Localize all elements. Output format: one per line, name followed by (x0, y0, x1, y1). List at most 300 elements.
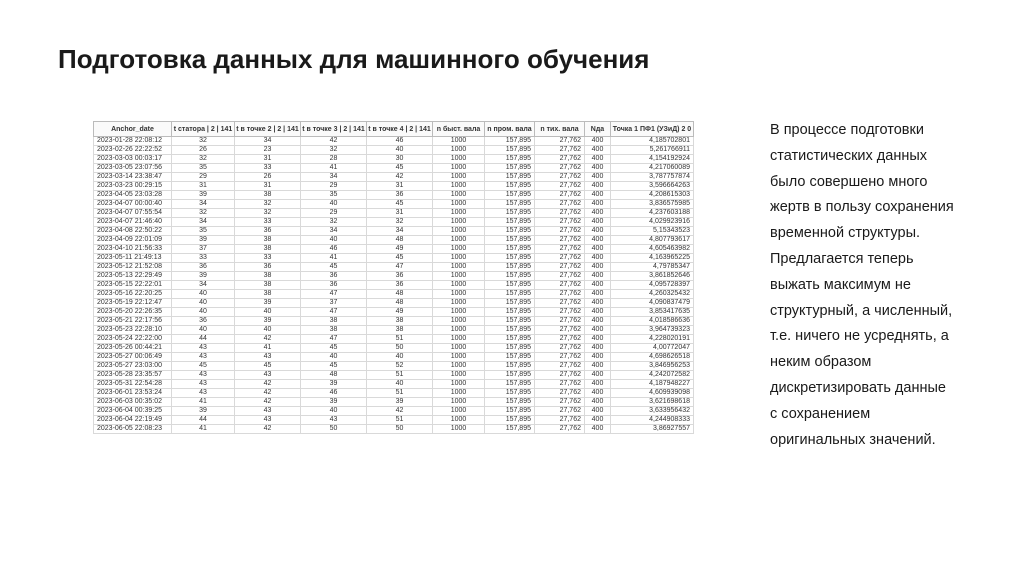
table-cell: 39 (367, 398, 433, 407)
table-cell: 3,86927557 (611, 425, 694, 434)
table-cell: 49 (367, 245, 433, 254)
table-cell: 1000 (433, 317, 485, 326)
table-cell: 1000 (433, 263, 485, 272)
table-cell: 48 (367, 290, 433, 299)
table-cell: 2023-05-31 22:54:28 (94, 380, 172, 389)
table-cell: 34 (301, 173, 367, 182)
table-row (94, 164, 694, 173)
table-cell: 1000 (433, 398, 485, 407)
table-cell: 157,895 (485, 335, 535, 344)
table-cell: 27,762 (535, 137, 585, 146)
table-cell: 27,762 (535, 362, 585, 371)
table-row (94, 236, 694, 245)
table-cell: 400 (585, 236, 611, 245)
table-cell: 4,154192924 (611, 155, 694, 164)
table-cell: 32 (172, 209, 235, 218)
table-row (94, 416, 694, 425)
table-cell: 400 (585, 209, 611, 218)
table-cell: 3,853417635 (611, 308, 694, 317)
column-header: t в точке 2 | 2 | 141 (235, 122, 301, 137)
table-cell: 157,895 (485, 281, 535, 290)
table-cell: 400 (585, 344, 611, 353)
table-cell: 27,762 (535, 416, 585, 425)
table-row (94, 317, 694, 326)
table-row (94, 137, 694, 146)
table-cell: 5,15343523 (611, 227, 694, 236)
table-cell: 400 (585, 317, 611, 326)
table-cell: 4,242072582 (611, 371, 694, 380)
table-cell: 2023-03-14 23:38:47 (94, 173, 172, 182)
column-header: n пром. вала (485, 122, 535, 137)
table-cell: 2023-06-03 00:35:02 (94, 398, 172, 407)
table-cell: 400 (585, 362, 611, 371)
table-cell: 39 (301, 398, 367, 407)
table-cell: 39 (235, 299, 301, 308)
table-cell: 43 (172, 380, 235, 389)
table-cell: 40 (172, 326, 235, 335)
table-cell: 43 (235, 353, 301, 362)
table-cell: 4,217060089 (611, 164, 694, 173)
table-cell: 2023-04-07 21:46:40 (94, 218, 172, 227)
column-header: t в точке 3 | 2 | 141 (301, 122, 367, 137)
table-cell: 40 (235, 308, 301, 317)
table-cell: 34 (367, 227, 433, 236)
table-cell: 27,762 (535, 263, 585, 272)
table-cell: 40 (367, 380, 433, 389)
table-row (94, 254, 694, 263)
table-cell: 36 (367, 272, 433, 281)
slide-title: Подготовка данных для машинного обучения (58, 44, 650, 74)
table-cell: 27,762 (535, 299, 585, 308)
table-cell: 2023-05-26 00:44:21 (94, 344, 172, 353)
table-cell: 27,762 (535, 236, 585, 245)
table-cell: 157,895 (485, 371, 535, 380)
table-cell: 1000 (433, 191, 485, 200)
table-cell: 51 (367, 335, 433, 344)
table-cell: 36 (301, 272, 367, 281)
table-cell: 38 (235, 272, 301, 281)
table-cell: 1000 (433, 290, 485, 299)
table-cell: 45 (301, 263, 367, 272)
table-cell: 2023-05-28 23:35:57 (94, 371, 172, 380)
table-cell: 38 (235, 290, 301, 299)
table-cell: 36 (172, 317, 235, 326)
table-cell: 157,895 (485, 191, 535, 200)
table-cell: 2023-05-12 21:52:08 (94, 263, 172, 272)
table-cell: 51 (367, 416, 433, 425)
description-line: дискретизировать данные (770, 379, 946, 396)
table-cell: 400 (585, 281, 611, 290)
table-cell: 47 (301, 335, 367, 344)
table-cell: 32 (301, 146, 367, 155)
table-cell: 157,895 (485, 236, 535, 245)
table-cell: 4,79785347 (611, 263, 694, 272)
table-cell: 2023-05-20 22:26:35 (94, 308, 172, 317)
table-cell: 400 (585, 425, 611, 434)
table-cell: 4,00772047 (611, 344, 694, 353)
table-cell: 157,895 (485, 308, 535, 317)
table-cell: 3,861852646 (611, 272, 694, 281)
table-cell: 1000 (433, 353, 485, 362)
table-cell: 2023-04-07 00:00:40 (94, 200, 172, 209)
table-cell: 31 (235, 182, 301, 191)
table-cell: 27,762 (535, 155, 585, 164)
table-cell: 32 (367, 218, 433, 227)
table-row (94, 380, 694, 389)
table-cell: 36 (235, 263, 301, 272)
table-cell: 2023-04-07 07:55:54 (94, 209, 172, 218)
table-cell: 157,895 (485, 389, 535, 398)
table-cell: 38 (235, 245, 301, 254)
table-cell: 1000 (433, 236, 485, 245)
table-cell: 2023-04-10 21:56:33 (94, 245, 172, 254)
table-cell: 40 (367, 146, 433, 155)
table-cell: 2023-05-27 00:06:49 (94, 353, 172, 362)
column-header: t в точке 4 | 2 | 141 (367, 122, 433, 137)
table-cell: 2023-05-16 22:20:25 (94, 290, 172, 299)
table-cell: 4,029923916 (611, 218, 694, 227)
table-cell: 2023-06-05 22:08:23 (94, 425, 172, 434)
table-cell: 400 (585, 191, 611, 200)
table-cell: 1000 (433, 146, 485, 155)
table-cell: 45 (301, 362, 367, 371)
table-cell: 4,605463982 (611, 245, 694, 254)
table-cell: 39 (301, 380, 367, 389)
table-cell: 48 (367, 236, 433, 245)
table-cell: 27,762 (535, 209, 585, 218)
table-cell: 400 (585, 407, 611, 416)
table-cell: 1000 (433, 362, 485, 371)
table-cell: 157,895 (485, 200, 535, 209)
table-cell: 46 (301, 389, 367, 398)
table-row (94, 218, 694, 227)
table-cell: 400 (585, 326, 611, 335)
table-cell: 49 (367, 308, 433, 317)
table-cell: 157,895 (485, 227, 535, 236)
table-cell: 1000 (433, 182, 485, 191)
table-cell: 29 (172, 173, 235, 182)
table-cell: 157,895 (485, 362, 535, 371)
table-cell: 47 (367, 263, 433, 272)
table-cell: 157,895 (485, 209, 535, 218)
table-cell: 27,762 (535, 371, 585, 380)
table-cell: 400 (585, 254, 611, 263)
table-cell: 27,762 (535, 326, 585, 335)
table-cell: 41 (235, 344, 301, 353)
table-cell: 400 (585, 155, 611, 164)
table-cell: 1000 (433, 344, 485, 353)
table-cell: 400 (585, 146, 611, 155)
table-cell: 36 (172, 263, 235, 272)
table-cell: 1000 (433, 371, 485, 380)
table-cell: 4,090837479 (611, 299, 694, 308)
table-cell: 2023-04-09 22:01:09 (94, 236, 172, 245)
table-cell: 4,208615303 (611, 191, 694, 200)
table-cell: 27,762 (535, 218, 585, 227)
table-cell: 2023-03-03 00:03:17 (94, 155, 172, 164)
table-cell: 45 (367, 200, 433, 209)
table-cell: 27,762 (535, 308, 585, 317)
table-cell: 42 (235, 380, 301, 389)
column-header: n быст. вала (433, 122, 485, 137)
table-cell: 1000 (433, 299, 485, 308)
table-cell: 1000 (433, 425, 485, 434)
table-cell: 1000 (433, 389, 485, 398)
table-cell: 31 (172, 182, 235, 191)
table-cell: 4,260325432 (611, 290, 694, 299)
table-row (94, 335, 694, 344)
table-cell: 35 (172, 227, 235, 236)
table-cell: 157,895 (485, 416, 535, 425)
table-cell: 2023-05-27 23:03:00 (94, 362, 172, 371)
table-cell: 157,895 (485, 254, 535, 263)
table-cell: 27,762 (535, 182, 585, 191)
table-row (94, 353, 694, 362)
table-row (94, 191, 694, 200)
table-cell: 400 (585, 335, 611, 344)
table-cell: 1000 (433, 164, 485, 173)
table-cell: 400 (585, 137, 611, 146)
table-cell: 52 (367, 362, 433, 371)
table-cell: 45 (172, 362, 235, 371)
table-cell: 50 (367, 425, 433, 434)
table-row (94, 227, 694, 236)
table-cell: 34 (172, 281, 235, 290)
table-cell: 27,762 (535, 344, 585, 353)
table-cell: 4,698626518 (611, 353, 694, 362)
description-line: выжать максимум не (770, 276, 911, 293)
table-row (94, 272, 694, 281)
table-cell: 48 (301, 371, 367, 380)
table-cell: 4,228020191 (611, 335, 694, 344)
table-cell: 27,762 (535, 164, 585, 173)
table-cell: 27,762 (535, 290, 585, 299)
table-cell: 2023-04-08 22:50:22 (94, 227, 172, 236)
description-line: было совершено много (770, 173, 928, 190)
table-cell: 41 (301, 164, 367, 173)
table-cell: 4,237603188 (611, 209, 694, 218)
table-cell: 38 (367, 326, 433, 335)
table-cell: 37 (301, 299, 367, 308)
table-cell: 41 (301, 254, 367, 263)
table-cell: 27,762 (535, 398, 585, 407)
description-line: жертв в пользу сохранения (770, 199, 954, 216)
table-cell: 32 (172, 155, 235, 164)
table-cell: 43 (235, 371, 301, 380)
table-cell: 2023-03-23 00:29:15 (94, 182, 172, 191)
table-cell: 157,895 (485, 182, 535, 191)
table-cell: 38 (301, 317, 367, 326)
table-cell: 43 (235, 416, 301, 425)
table-cell: 157,895 (485, 317, 535, 326)
table-cell: 1000 (433, 407, 485, 416)
table-cell: 29 (301, 209, 367, 218)
table-cell: 1000 (433, 209, 485, 218)
table-row (94, 389, 694, 398)
table-cell: 3,787757874 (611, 173, 694, 182)
table-row (94, 146, 694, 155)
table-cell: 40 (301, 200, 367, 209)
table-cell: 1000 (433, 254, 485, 263)
table-cell: 37 (172, 245, 235, 254)
table-cell: 2023-03-05 23:07:56 (94, 164, 172, 173)
table-cell: 2023-06-04 00:39:25 (94, 407, 172, 416)
table-cell: 157,895 (485, 218, 535, 227)
table-cell: 157,895 (485, 290, 535, 299)
table-cell: 50 (301, 425, 367, 434)
table-cell: 400 (585, 353, 611, 362)
table-cell: 43 (172, 371, 235, 380)
table-cell: 157,895 (485, 299, 535, 308)
table-cell: 48 (367, 299, 433, 308)
table-cell: 42 (235, 335, 301, 344)
table-cell: 44 (172, 416, 235, 425)
table-cell: 400 (585, 182, 611, 191)
table-cell: 38 (235, 236, 301, 245)
table-cell: 40 (172, 290, 235, 299)
table-row (94, 173, 694, 182)
table-cell: 36 (367, 281, 433, 290)
description-line: В процессе подготовки (770, 122, 924, 138)
table-cell: 27,762 (535, 281, 585, 290)
table-cell: 43 (235, 407, 301, 416)
table-cell: 27,762 (535, 146, 585, 155)
table-row (94, 326, 694, 335)
table-cell: 40 (301, 236, 367, 245)
table-cell: 157,895 (485, 344, 535, 353)
table-cell: 42 (367, 173, 433, 182)
table-row (94, 290, 694, 299)
table-cell: 43 (172, 353, 235, 362)
table-cell: 27,762 (535, 425, 585, 434)
table-cell: 42 (367, 407, 433, 416)
table-cell: 32 (172, 137, 235, 146)
table-cell: 47 (301, 290, 367, 299)
table-row (94, 299, 694, 308)
table-cell: 4,018586636 (611, 317, 694, 326)
table-cell: 42 (235, 398, 301, 407)
table-row (94, 398, 694, 407)
data-table (93, 121, 694, 434)
table-cell: 30 (367, 155, 433, 164)
table-cell: 33 (172, 254, 235, 263)
table-cell: 400 (585, 299, 611, 308)
table-cell: 1000 (433, 380, 485, 389)
table-cell: 3,964739323 (611, 326, 694, 335)
table-cell: 400 (585, 200, 611, 209)
table-cell: 27,762 (535, 173, 585, 182)
table-cell: 157,895 (485, 173, 535, 182)
description-line: статистических данных (770, 147, 928, 164)
table-cell: 46 (367, 137, 433, 146)
table-cell: 157,895 (485, 425, 535, 434)
table-cell: 34 (301, 227, 367, 236)
table-cell: 43 (172, 344, 235, 353)
table-cell: 157,895 (485, 326, 535, 335)
table-cell: 38 (367, 317, 433, 326)
table-cell: 45 (301, 344, 367, 353)
table-cell: 44 (172, 335, 235, 344)
table-cell: 1000 (433, 137, 485, 146)
table-cell: 400 (585, 218, 611, 227)
table-cell: 157,895 (485, 398, 535, 407)
table-cell: 27,762 (535, 317, 585, 326)
table-cell: 1000 (433, 218, 485, 227)
table-cell: 4,163965225 (611, 254, 694, 263)
table-cell: 50 (367, 344, 433, 353)
table-cell: 400 (585, 389, 611, 398)
table-cell: 40 (301, 353, 367, 362)
table-cell: 36 (235, 227, 301, 236)
column-header: Точка 1 ПФ1 (УЗиД) 2 0 (611, 122, 694, 137)
data-table-container (93, 121, 693, 434)
table-cell: 34 (172, 218, 235, 227)
table-body (94, 137, 694, 434)
column-header: Anchor_date (94, 122, 172, 137)
table-cell: 157,895 (485, 272, 535, 281)
table-cell: 4,095728397 (611, 281, 694, 290)
table-cell: 39 (172, 191, 235, 200)
description-line: с сохранением (770, 405, 871, 422)
table-cell: 400 (585, 164, 611, 173)
table-cell: 38 (301, 326, 367, 335)
table-cell: 45 (367, 164, 433, 173)
table-cell: 34 (235, 137, 301, 146)
table-row (94, 263, 694, 272)
table-cell: 31 (367, 182, 433, 191)
column-header: Nда (585, 122, 611, 137)
table-row (94, 281, 694, 290)
table-cell: 42 (235, 389, 301, 398)
table-cell: 31 (235, 155, 301, 164)
table-cell: 27,762 (535, 353, 585, 362)
table-cell: 400 (585, 290, 611, 299)
table-cell: 2023-05-13 22:29:49 (94, 272, 172, 281)
table-cell: 27,762 (535, 191, 585, 200)
table-cell: 1000 (433, 200, 485, 209)
table-cell: 400 (585, 227, 611, 236)
table-cell: 400 (585, 173, 611, 182)
table-cell: 157,895 (485, 245, 535, 254)
table-cell: 40 (367, 353, 433, 362)
table-cell: 45 (367, 254, 433, 263)
table-cell: 400 (585, 245, 611, 254)
table-cell: 1000 (433, 335, 485, 344)
table-cell: 157,895 (485, 353, 535, 362)
table-cell: 3,846956253 (611, 362, 694, 371)
table-cell: 36 (301, 281, 367, 290)
table-cell: 40 (172, 299, 235, 308)
table-cell: 2023-04-05 23:03:28 (94, 191, 172, 200)
table-cell: 4,185702801 (611, 137, 694, 146)
table-cell: 33 (235, 218, 301, 227)
table-cell: 27,762 (535, 227, 585, 236)
table-cell: 40 (235, 326, 301, 335)
description-line: временной структуры. (770, 225, 921, 242)
table-cell: 1000 (433, 245, 485, 254)
table-cell: 31 (367, 209, 433, 218)
table-cell: 2023-06-04 22:19:49 (94, 416, 172, 425)
table-cell: 51 (367, 371, 433, 380)
table-row (94, 200, 694, 209)
table-cell: 1000 (433, 227, 485, 236)
description-line: структурный, а численный, (770, 302, 953, 319)
table-cell: 157,895 (485, 137, 535, 146)
column-header: n тих. вала (535, 122, 585, 137)
table-cell: 27,762 (535, 380, 585, 389)
description-text (770, 118, 1000, 453)
table-cell: 1000 (433, 326, 485, 335)
